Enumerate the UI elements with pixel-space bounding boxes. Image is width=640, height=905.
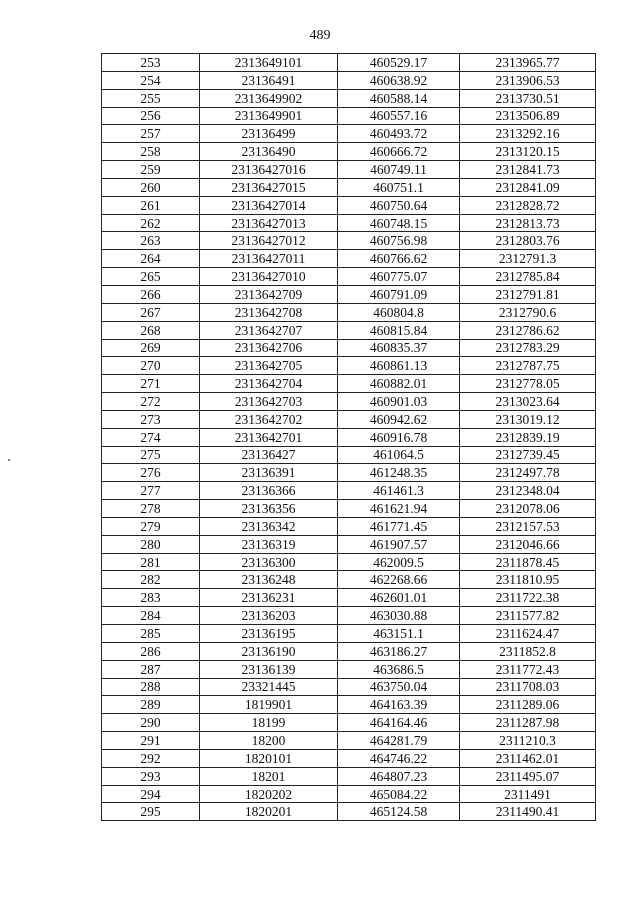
- x-coordinate-cell: 460882.01: [338, 375, 460, 393]
- y-coordinate-cell: 2312791.3: [460, 250, 596, 268]
- point-id-cell: 2313642703: [200, 393, 338, 411]
- row-number-cell: 270: [102, 357, 200, 375]
- table-row: [102, 625, 596, 643]
- x-coordinate-cell: 460815.84: [338, 321, 460, 339]
- x-coordinate-cell: 460791.09: [338, 285, 460, 303]
- table-row: [102, 393, 596, 411]
- x-coordinate-cell: 464746.22: [338, 749, 460, 767]
- y-coordinate-cell: 2311852.8: [460, 642, 596, 660]
- y-coordinate-cell: 2312828.72: [460, 196, 596, 214]
- coordinates-table: [101, 53, 596, 821]
- x-coordinate-cell: 460557.16: [338, 107, 460, 125]
- table-row: [102, 803, 596, 821]
- x-coordinate-cell: 463686.5: [338, 660, 460, 678]
- y-coordinate-cell: 2312783.29: [460, 339, 596, 357]
- y-coordinate-cell: 2312786.62: [460, 321, 596, 339]
- y-coordinate-cell: 2312803.76: [460, 232, 596, 250]
- x-coordinate-cell: 464164.46: [338, 714, 460, 732]
- y-coordinate-cell: 2311810.95: [460, 571, 596, 589]
- row-number-cell: 278: [102, 500, 200, 518]
- x-coordinate-cell: 463186.27: [338, 642, 460, 660]
- row-number-cell: 293: [102, 767, 200, 785]
- y-coordinate-cell: 2312497.78: [460, 464, 596, 482]
- row-number-cell: 254: [102, 71, 200, 89]
- y-coordinate-cell: 2312841.73: [460, 161, 596, 179]
- point-id-cell: 2313649901: [200, 107, 338, 125]
- row-number-cell: 263: [102, 232, 200, 250]
- table-row: [102, 767, 596, 785]
- y-coordinate-cell: 2312790.6: [460, 303, 596, 321]
- y-coordinate-cell: 2312813.73: [460, 214, 596, 232]
- row-number-cell: 256: [102, 107, 200, 125]
- table-row: [102, 89, 596, 107]
- table-row: [102, 696, 596, 714]
- point-id-cell: 2313642706: [200, 339, 338, 357]
- point-id-cell: 23136366: [200, 482, 338, 500]
- point-id-cell: 18201: [200, 767, 338, 785]
- x-coordinate-cell: 460901.03: [338, 393, 460, 411]
- y-coordinate-cell: 2311210.3: [460, 732, 596, 750]
- table-row: [102, 357, 596, 375]
- table-row: [102, 285, 596, 303]
- table-row: [102, 161, 596, 179]
- table-row: [102, 178, 596, 196]
- x-coordinate-cell: 460750.64: [338, 196, 460, 214]
- point-id-cell: 1820101: [200, 749, 338, 767]
- point-id-cell: 23136190: [200, 642, 338, 660]
- x-coordinate-cell: 460493.72: [338, 125, 460, 143]
- row-number-cell: 266: [102, 285, 200, 303]
- point-id-cell: 23136427015: [200, 178, 338, 196]
- row-number-cell: 255: [102, 89, 200, 107]
- row-number-cell: 258: [102, 143, 200, 161]
- y-coordinate-cell: 2311624.47: [460, 625, 596, 643]
- x-coordinate-cell: 465124.58: [338, 803, 460, 821]
- row-number-cell: 259: [102, 161, 200, 179]
- point-id-cell: 1820201: [200, 803, 338, 821]
- x-coordinate-cell: 460588.14: [338, 89, 460, 107]
- point-id-cell: 2313642702: [200, 410, 338, 428]
- point-id-cell: 18200: [200, 732, 338, 750]
- y-coordinate-cell: 2311495.07: [460, 767, 596, 785]
- row-number-cell: 284: [102, 607, 200, 625]
- row-number-cell: 285: [102, 625, 200, 643]
- row-number-cell: 260: [102, 178, 200, 196]
- y-coordinate-cell: 2312046.66: [460, 535, 596, 553]
- row-number-cell: 275: [102, 446, 200, 464]
- row-number-cell: 286: [102, 642, 200, 660]
- y-coordinate-cell: 2311577.82: [460, 607, 596, 625]
- point-id-cell: 23136300: [200, 553, 338, 571]
- x-coordinate-cell: 461621.94: [338, 500, 460, 518]
- table-row: [102, 375, 596, 393]
- y-coordinate-cell: 2312791.81: [460, 285, 596, 303]
- row-number-cell: 279: [102, 517, 200, 535]
- table-row: [102, 517, 596, 535]
- point-id-cell: 2313642708: [200, 303, 338, 321]
- x-coordinate-cell: 460751.1: [338, 178, 460, 196]
- row-number-cell: 287: [102, 660, 200, 678]
- y-coordinate-cell: 2311287.98: [460, 714, 596, 732]
- point-id-cell: 23136342: [200, 517, 338, 535]
- row-number-cell: 291: [102, 732, 200, 750]
- y-coordinate-cell: 2312787.75: [460, 357, 596, 375]
- point-id-cell: 23136139: [200, 660, 338, 678]
- table-row: [102, 143, 596, 161]
- x-coordinate-cell: 462009.5: [338, 553, 460, 571]
- y-coordinate-cell: 2311491: [460, 785, 596, 803]
- point-id-cell: 2313642705: [200, 357, 338, 375]
- table-row: [102, 678, 596, 696]
- table-row: [102, 446, 596, 464]
- row-number-cell: 264: [102, 250, 200, 268]
- x-coordinate-cell: 461771.45: [338, 517, 460, 535]
- row-number-cell: 271: [102, 375, 200, 393]
- page-number: 489: [309, 28, 331, 43]
- row-number-cell: 268: [102, 321, 200, 339]
- table-row: [102, 785, 596, 803]
- x-coordinate-cell: 464281.79: [338, 732, 460, 750]
- row-number-cell: 262: [102, 214, 200, 232]
- table-row: [102, 339, 596, 357]
- table-row: [102, 714, 596, 732]
- row-number-cell: 274: [102, 428, 200, 446]
- y-coordinate-cell: 2311289.06: [460, 696, 596, 714]
- table-row: [102, 749, 596, 767]
- point-id-cell: 23136427010: [200, 268, 338, 286]
- row-number-cell: 276: [102, 464, 200, 482]
- y-coordinate-cell: 2312841.09: [460, 178, 596, 196]
- y-coordinate-cell: 2312348.04: [460, 482, 596, 500]
- y-coordinate-cell: 2311490.41: [460, 803, 596, 821]
- table-row: [102, 54, 596, 72]
- row-number-cell: 273: [102, 410, 200, 428]
- point-id-cell: 23136427016: [200, 161, 338, 179]
- row-number-cell: 267: [102, 303, 200, 321]
- x-coordinate-cell: 461064.5: [338, 446, 460, 464]
- x-coordinate-cell: 460756.98: [338, 232, 460, 250]
- y-coordinate-cell: 2313292.16: [460, 125, 596, 143]
- row-number-cell: 257: [102, 125, 200, 143]
- point-id-cell: 23136391: [200, 464, 338, 482]
- y-coordinate-cell: 2313019.12: [460, 410, 596, 428]
- x-coordinate-cell: 463030.88: [338, 607, 460, 625]
- point-id-cell: 23136427012: [200, 232, 338, 250]
- x-coordinate-cell: 461461.3: [338, 482, 460, 500]
- x-coordinate-cell: 461248.35: [338, 464, 460, 482]
- y-coordinate-cell: 2313906.53: [460, 71, 596, 89]
- point-id-cell: 23136490: [200, 143, 338, 161]
- x-coordinate-cell: 460942.62: [338, 410, 460, 428]
- y-coordinate-cell: 2313506.89: [460, 107, 596, 125]
- y-coordinate-cell: 2312078.06: [460, 500, 596, 518]
- y-coordinate-cell: 2311708.03: [460, 678, 596, 696]
- point-id-cell: 2313649902: [200, 89, 338, 107]
- point-id-cell: 1819901: [200, 696, 338, 714]
- row-number-cell: 269: [102, 339, 200, 357]
- table-row: [102, 500, 596, 518]
- point-id-cell: 2313649101: [200, 54, 338, 72]
- coordinates-table-body: [102, 54, 596, 821]
- point-id-cell: 23136499: [200, 125, 338, 143]
- row-number-cell: 261: [102, 196, 200, 214]
- row-number-cell: 272: [102, 393, 200, 411]
- row-number-cell: 283: [102, 589, 200, 607]
- y-coordinate-cell: 2312157.53: [460, 517, 596, 535]
- x-coordinate-cell: 460835.37: [338, 339, 460, 357]
- table-row: [102, 196, 596, 214]
- table-row: [102, 482, 596, 500]
- y-coordinate-cell: 2312839.19: [460, 428, 596, 446]
- y-coordinate-cell: 2311722.38: [460, 589, 596, 607]
- table-row: [102, 303, 596, 321]
- x-coordinate-cell: 460804.8: [338, 303, 460, 321]
- y-coordinate-cell: 2313730.51: [460, 89, 596, 107]
- point-id-cell: 23321445: [200, 678, 338, 696]
- row-number-cell: 265: [102, 268, 200, 286]
- x-coordinate-cell: 460666.72: [338, 143, 460, 161]
- y-coordinate-cell: 2313965.77: [460, 54, 596, 72]
- row-number-cell: 282: [102, 571, 200, 589]
- x-coordinate-cell: 464807.23: [338, 767, 460, 785]
- table-row: [102, 589, 596, 607]
- point-id-cell: 1820202: [200, 785, 338, 803]
- table-row: [102, 214, 596, 232]
- x-coordinate-cell: 460775.07: [338, 268, 460, 286]
- table-row: [102, 660, 596, 678]
- point-id-cell: 2313642709: [200, 285, 338, 303]
- table-row: [102, 107, 596, 125]
- y-coordinate-cell: 2313120.15: [460, 143, 596, 161]
- point-id-cell: 2313642707: [200, 321, 338, 339]
- y-coordinate-cell: 2312778.05: [460, 375, 596, 393]
- x-coordinate-cell: 460748.15: [338, 214, 460, 232]
- point-id-cell: 23136203: [200, 607, 338, 625]
- table-row: [102, 553, 596, 571]
- table-row: [102, 642, 596, 660]
- point-id-cell: 23136491: [200, 71, 338, 89]
- y-coordinate-cell: 2313023.64: [460, 393, 596, 411]
- table-row: [102, 732, 596, 750]
- y-coordinate-cell: 2311772.43: [460, 660, 596, 678]
- x-coordinate-cell: 462601.01: [338, 589, 460, 607]
- x-coordinate-cell: 464163.39: [338, 696, 460, 714]
- x-coordinate-cell: 461907.57: [338, 535, 460, 553]
- scan-speck: [8, 459, 10, 461]
- row-number-cell: 277: [102, 482, 200, 500]
- table-row: [102, 268, 596, 286]
- table-row: [102, 428, 596, 446]
- point-id-cell: 23136231: [200, 589, 338, 607]
- point-id-cell: 18199: [200, 714, 338, 732]
- table-row: [102, 232, 596, 250]
- y-coordinate-cell: 2312785.84: [460, 268, 596, 286]
- point-id-cell: 23136427014: [200, 196, 338, 214]
- table-row: [102, 535, 596, 553]
- x-coordinate-cell: 465084.22: [338, 785, 460, 803]
- table-row: [102, 125, 596, 143]
- table-row: [102, 571, 596, 589]
- table-row: [102, 250, 596, 268]
- row-number-cell: 280: [102, 535, 200, 553]
- table-row: [102, 321, 596, 339]
- row-number-cell: 292: [102, 749, 200, 767]
- table-row: [102, 464, 596, 482]
- row-number-cell: 253: [102, 54, 200, 72]
- x-coordinate-cell: 460529.17: [338, 54, 460, 72]
- table-row: [102, 607, 596, 625]
- row-number-cell: 295: [102, 803, 200, 821]
- point-id-cell: 23136356: [200, 500, 338, 518]
- table-row: [102, 71, 596, 89]
- row-number-cell: 281: [102, 553, 200, 571]
- x-coordinate-cell: 460861.13: [338, 357, 460, 375]
- y-coordinate-cell: 2311878.45: [460, 553, 596, 571]
- x-coordinate-cell: 463750.04: [338, 678, 460, 696]
- row-number-cell: 289: [102, 696, 200, 714]
- x-coordinate-cell: 463151.1: [338, 625, 460, 643]
- point-id-cell: 2313642701: [200, 428, 338, 446]
- y-coordinate-cell: 2312739.45: [460, 446, 596, 464]
- point-id-cell: 23136195: [200, 625, 338, 643]
- x-coordinate-cell: 460749.11: [338, 161, 460, 179]
- row-number-cell: 288: [102, 678, 200, 696]
- x-coordinate-cell: 462268.66: [338, 571, 460, 589]
- point-id-cell: 23136319: [200, 535, 338, 553]
- row-number-cell: 290: [102, 714, 200, 732]
- x-coordinate-cell: 460916.78: [338, 428, 460, 446]
- x-coordinate-cell: 460638.92: [338, 71, 460, 89]
- y-coordinate-cell: 2311462.01: [460, 749, 596, 767]
- point-id-cell: 23136427: [200, 446, 338, 464]
- point-id-cell: 23136427013: [200, 214, 338, 232]
- point-id-cell: 23136427011: [200, 250, 338, 268]
- point-id-cell: 2313642704: [200, 375, 338, 393]
- point-id-cell: 23136248: [200, 571, 338, 589]
- row-number-cell: 294: [102, 785, 200, 803]
- table-row: [102, 410, 596, 428]
- x-coordinate-cell: 460766.62: [338, 250, 460, 268]
